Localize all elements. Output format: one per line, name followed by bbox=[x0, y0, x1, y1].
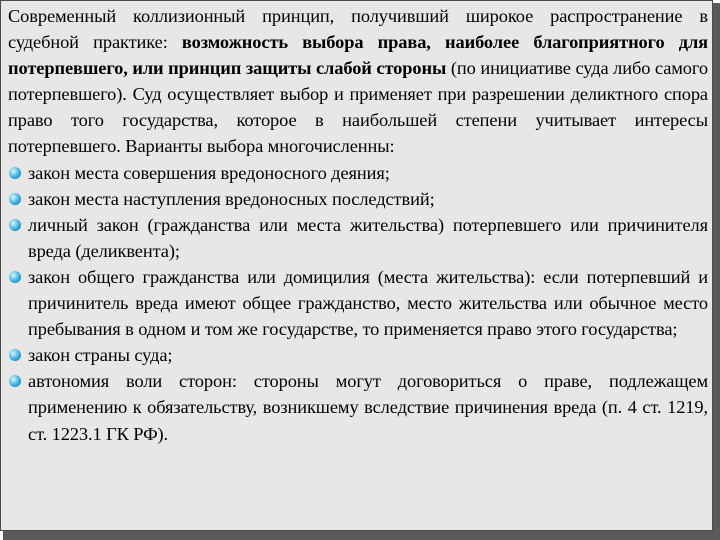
bullet-icon bbox=[9, 193, 21, 205]
list-item bbox=[8, 186, 708, 212]
list-item bbox=[8, 264, 708, 342]
list-item-text: закон места совершения вредоносного деяния; bbox=[28, 162, 390, 183]
bullet-icon bbox=[9, 349, 21, 361]
list-item bbox=[8, 342, 708, 368]
intro-paragraph bbox=[8, 3, 708, 160]
bullet-icon bbox=[9, 271, 21, 283]
list-item-text: автономия воли сторон: стороны могут договориться о праве, подлежащем применению к обязательству, возникшему вследствие причинения вреда (п. 4 ст. 1219, ст. 1223.1 ГК РФ). bbox=[28, 371, 708, 444]
bullet-icon bbox=[9, 219, 21, 231]
bullet-icon bbox=[9, 375, 21, 387]
list-item-text: личный закон (гражданства или места жительства) потерпевшего или причинителя вреда (деликвента); bbox=[28, 214, 708, 261]
intro-bold-principle: возможность выбора права, наиболее благоприятного для потерпевшего, или принцип защиты слабой стороны bbox=[8, 32, 709, 79]
list-item bbox=[8, 368, 708, 446]
intro-text-start: Современный коллизионный принцип, получивший широкое распространение в судебной практике: bbox=[8, 6, 708, 53]
list-item-text: закон места наступления вредоносных последствий; bbox=[28, 188, 435, 209]
list-item-text: закон общего гражданства или домицилия (места жительства): если потерпевший и причинитель вреда имеют общее гражданство, место жительства или обычное место пребывания в одном и том же государстве, то применяется право этого государства; bbox=[28, 266, 708, 340]
text-body bbox=[8, 3, 708, 447]
intro-text-end: (по инициативе суда либо самого потерпевшего). Суд осуществляет выбор и применяет при разрешении деликтного спора право того государства, которое в наибольшей степени учитывает интересы потерпевшего. Варианты выбора многочисленны: bbox=[8, 58, 708, 157]
list-item bbox=[8, 160, 708, 186]
bullet-icon bbox=[9, 167, 21, 179]
list-item bbox=[8, 212, 708, 264]
list-item-text: закон страны суда; bbox=[28, 345, 173, 366]
options-list bbox=[8, 160, 708, 447]
